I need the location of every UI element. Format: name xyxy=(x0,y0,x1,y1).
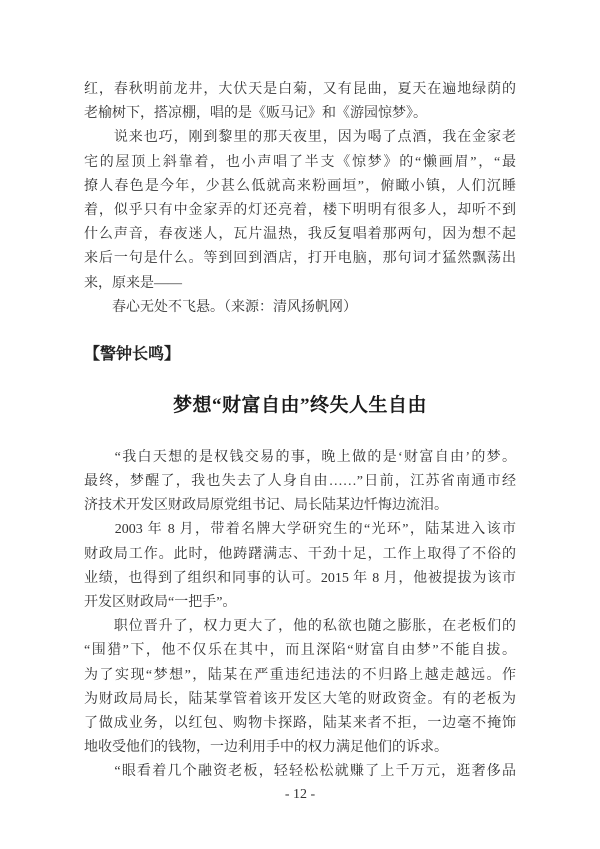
text-line: 开发区财政局“一把手”。 xyxy=(84,595,237,610)
text-line: “围猎”下，他不仅乐在其中，而且深陷“财富自由梦”不能自拔。 xyxy=(84,643,516,659)
intro-paragraphs xyxy=(84,78,516,320)
article-title: 梦想“财富自由”终失人生自由 xyxy=(172,394,427,416)
text-line: 来，原来是—— xyxy=(84,275,182,291)
text-line: 说来也巧，刚到黎里的那天夜里，因为喝了点酒，我在金家老 xyxy=(84,130,516,146)
page-content xyxy=(84,78,516,785)
text-line: 最终，梦醒了，我也失去了人身自由……”日前，江苏省南通市经 xyxy=(84,474,516,490)
text-line: 地收受他们的钱物，一边利用手中的权力满足他们的诉求。 xyxy=(84,740,448,756)
text-line: 老榆树下，搭凉棚，唱的是《贩马记》和《游园惊梦》。 xyxy=(84,106,427,122)
text-line: 来后一句是什么。等到回到酒店，打开电脑，那句词才猛然飘荡出 xyxy=(84,251,516,267)
text-line: 为财政局局长，陆某掌管着该开发区大笔的财政资金。有的老板为 xyxy=(84,691,516,707)
text-line: 2003 年 8 月，带着名牌大学研究生的“光环”，陆某进入该市 xyxy=(84,522,516,538)
text-line: 撩人春色是今年，少甚么低就高来粉画垣”，俯瞰小镇，人们沉睡 xyxy=(84,178,516,194)
section-header: 【警钟长鸣】 xyxy=(84,345,181,363)
text-line: 什么声音，春夜迷人，瓦片温热，我反复唱着那两句，因为想不起 xyxy=(84,227,516,243)
text-line: 着，似乎只有中金家弄的灯还亮着，楼下明明有很多人，却听不到 xyxy=(84,202,516,218)
text-line: “眼看着几个融资老板，轻轻松松就赚了上千万元，逛奢侈品 xyxy=(84,764,516,780)
text-line: 春心无处不飞悬。（来源：清风扬帆网） xyxy=(84,299,357,315)
text-line: “我白天想的是权钱交易的事，晚上做的是‘财富自由’的梦。 xyxy=(84,449,516,465)
text-line: 为了实现“梦想”，陆某在严重违纪违法的不归路上越走越远。作 xyxy=(84,667,516,683)
text-line: 济技术开发区财政局原党组书记、局长陆某边忏悔边流泪。 xyxy=(84,498,448,514)
text-line: 业绩，也得到了组织和同事的认可。2015 年 8 月，他被提拔为该市 xyxy=(84,570,516,586)
page-number: - 12 - xyxy=(284,787,316,802)
text-line: 红，春秋明前龙井，大伏天是白菊，又有昆曲，夏天在遍地绿荫的 xyxy=(84,82,516,97)
article-paragraphs xyxy=(84,446,516,785)
text-line: 宅的屋顶上斜靠着，也小声唱了半支《惊梦》的“懒画眉”，“最 xyxy=(84,154,516,170)
text-line: 了做成业务，以红包、购物卡探路，陆某来者不拒，一边毫不掩饰 xyxy=(84,715,516,731)
text-line: 财政局工作。此时，他踌躇满志、干劲十足，工作上取得了不俗的 xyxy=(84,546,516,562)
text-line: 职位晋升了，权力更大了，他的私欲也随之膨胀，在老板们的 xyxy=(84,619,516,635)
